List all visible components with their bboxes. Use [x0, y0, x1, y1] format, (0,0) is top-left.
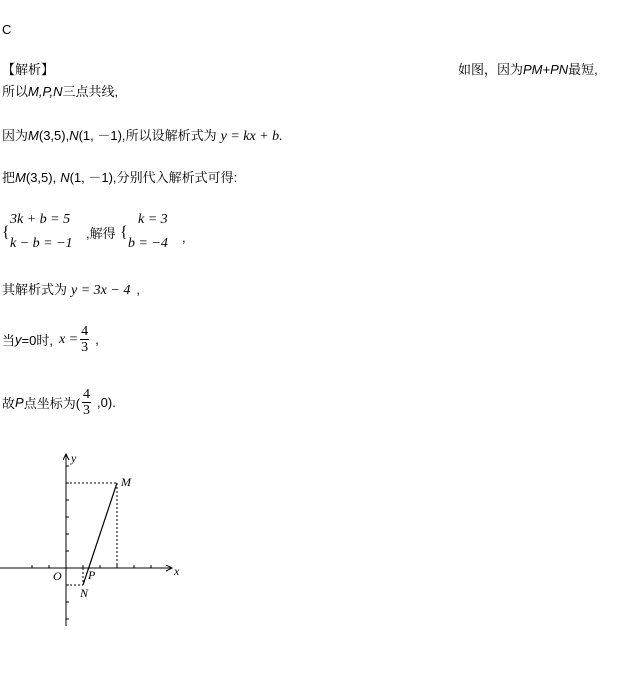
step4-m-coords: (3,5),: [25, 170, 57, 185]
result-pre: 其解析式为: [2, 282, 68, 297]
conclusion-post: ,0).: [97, 395, 116, 410]
intro-post: 最短,: [568, 62, 598, 77]
line2-post: 三点共线,: [62, 84, 119, 99]
step4-n: N: [60, 170, 70, 185]
collinear-line: [2, 84, 118, 100]
step3-post: 所以设解析式为: [125, 128, 217, 143]
intro-expr: PM+PN: [523, 62, 569, 77]
point-m-label: M: [121, 475, 131, 489]
step-setup: [2, 128, 283, 145]
conclusion-den: 3: [83, 403, 91, 418]
result-tail: ,: [136, 282, 140, 297]
conclusion-fraction: [82, 387, 91, 418]
point-p-label: P: [88, 568, 96, 582]
step3-n: N: [69, 128, 79, 143]
solution-1: k = 3: [138, 212, 168, 227]
when-num: 4: [81, 324, 89, 339]
point-n-label: N: [80, 586, 89, 600]
conclusion-point: P: [15, 395, 24, 410]
step3-m-coords: (3,5),: [38, 128, 70, 143]
step4-m: M: [15, 170, 26, 185]
intro-pre: 如图，因为: [458, 62, 524, 77]
line2-points: M,P,N: [28, 84, 63, 99]
answer-letter: C: [2, 22, 12, 37]
step3-n-coords: (1, －1),: [78, 128, 126, 143]
y-axis-label: y: [71, 451, 77, 465]
when-var: y: [15, 332, 22, 347]
line2-pre: 所以: [2, 84, 29, 99]
when-fraction: [80, 324, 89, 355]
step4-post: 分别代入解析式可得:: [116, 170, 238, 185]
when-tail: ,: [95, 332, 99, 347]
result-formula: y = 3x − 4: [71, 283, 131, 298]
when-pre: 当: [2, 333, 16, 348]
conclusion-num: 4: [83, 387, 91, 402]
conclusion-mid: 点坐标为(: [23, 396, 81, 411]
conclusion-line: [2, 387, 116, 418]
coordinate-figure: [0, 448, 200, 638]
step4-pre: 把: [2, 170, 16, 185]
x-axis-label: x: [174, 564, 180, 578]
equation-2: k − b = −1: [10, 236, 73, 251]
conclusion-pre: 故: [2, 396, 16, 411]
step4-n-coords: (1, －1),: [69, 170, 117, 185]
when-line: [2, 324, 99, 355]
equation-1: 3k + b = 5: [10, 212, 71, 227]
right-brace: {: [120, 224, 128, 241]
solution-2: b = −4: [128, 236, 168, 251]
step3-m: M: [28, 128, 39, 143]
when-xeq: x =: [58, 331, 79, 347]
when-den: 3: [81, 340, 89, 355]
step3-formula: y = kx + b.: [220, 129, 283, 144]
when-cond: =0时,: [21, 333, 53, 348]
result-line: [2, 282, 140, 299]
solved-label: ,解得: [86, 226, 116, 241]
left-brace: {: [2, 224, 10, 241]
analysis-label: 【解析】: [2, 62, 55, 77]
analysis-intro: [458, 62, 598, 78]
system-tail: ,: [182, 230, 186, 245]
origin-label: O: [53, 569, 62, 583]
step-substitute: [2, 170, 237, 186]
step3-pre: 因为: [2, 128, 29, 143]
